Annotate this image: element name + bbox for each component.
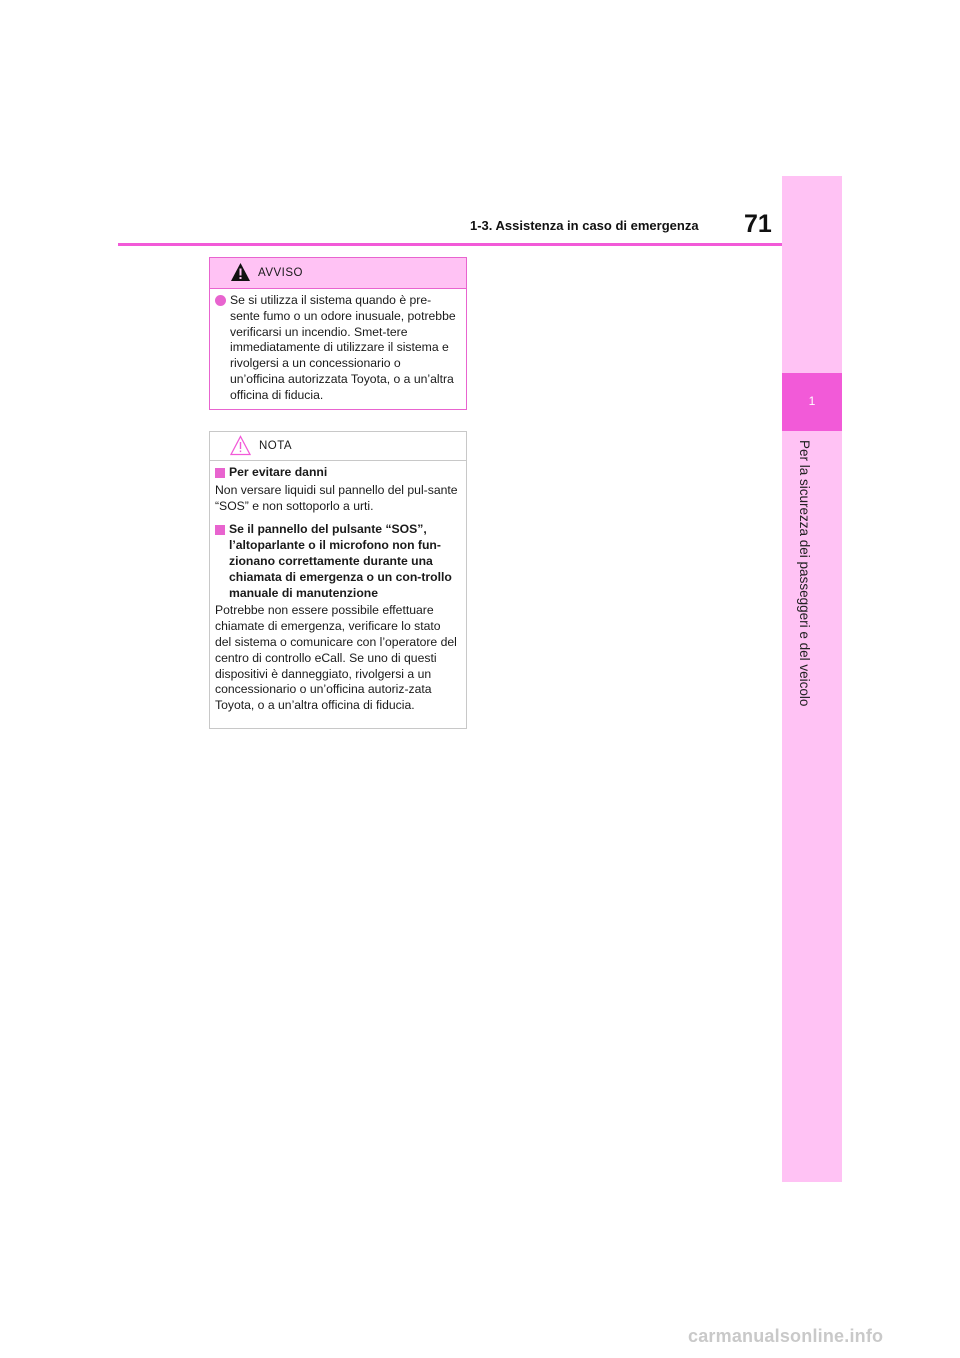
- square-bullet-icon: [215, 468, 225, 478]
- note-heading-text: Se il pannello del pulsante “SOS”, l’altoparlante o il microfono non fun-zionano correttamente durante una chiamata di emergenza o un con-trollo manuale di manutenzione: [229, 522, 452, 600]
- warning-header: [210, 258, 466, 289]
- note-paragraph-2: Potrebbe non essere possibile effettuare chiamate di emergenza, verificare lo stato del sistema o comunicare con l’operatore del centro di controllo eCall. Se uno di questi dispositivi è danneggiato, rivolgersi a un concessionario o un’officina autoriz-zata Toyota, o a un’altra officina di fiducia.: [215, 603, 457, 713]
- warning-body: [210, 289, 466, 404]
- square-bullet-icon: [215, 525, 225, 535]
- note-paragraph-1: Non versare liquidi sul pannello del pul-sante “SOS” e non sottoporlo a urti.: [215, 482, 458, 513]
- chapter-title: Per la sicurezza dei passeggeri e del veicolo: [797, 440, 812, 707]
- warning-box: [209, 257, 467, 410]
- chapter-number: 1: [808, 394, 816, 408]
- bullet-dot-icon: [215, 295, 226, 306]
- note-header: [210, 432, 466, 461]
- page-number: 71: [744, 210, 772, 238]
- note-heading-text: Per evitare danni: [229, 465, 328, 479]
- warning-text: Se si utilizza il sistema quando è pre-sente fumo o un odore inusuale, potrebbe verificarsi un incendio. Smet-tere immediatamente di utilizzare il sistema e rivolgersi a un concessionario o un’officina autorizzata Toyota, o a un’altra officina di fiducia.: [230, 293, 456, 402]
- note-heading-1: [215, 465, 458, 481]
- warning-title: AVVISO: [258, 267, 303, 279]
- note-box: [209, 431, 467, 729]
- chapter-side-tab: [782, 176, 842, 1182]
- caution-triangle-icon: [230, 435, 251, 456]
- watermark: carmanualsonline.info: [688, 1326, 884, 1346]
- header-rule: [118, 243, 782, 246]
- note-title: NOTA: [259, 440, 293, 452]
- note-heading-2: [215, 522, 458, 601]
- warning-triangle-icon: [230, 262, 251, 282]
- section-title: 1-3. Assistenza in caso di emergenza: [470, 218, 699, 233]
- note-body: [210, 461, 466, 714]
